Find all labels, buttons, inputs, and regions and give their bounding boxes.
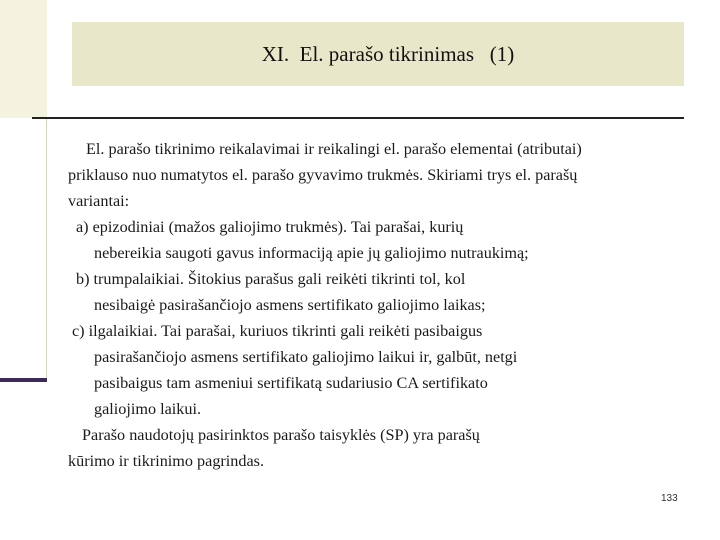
page-number: 133 [661, 493, 678, 504]
title-divider [32, 117, 684, 119]
list-item-c-cont: galiojimo laikui. [94, 400, 202, 418]
left-accent-stripe [0, 378, 47, 382]
left-decor-panel [0, 118, 47, 380]
closing-line: Parašo naudotojų pasirinktos parašo taisyklės (SP) yra parašų [82, 426, 480, 444]
intro-line: variantai: [68, 192, 130, 210]
list-item-c-cont: pasibaigus tam asmeniui sertifikatą sudariusio CA sertifikato [94, 374, 488, 392]
closing-line: kūrimo ir tikrinimo pagrindas. [68, 452, 265, 470]
list-item-c: c) ilgalaikiai. Tai parašai, kuriuos tikrinti gali reikėti pasibaigus [72, 322, 483, 340]
list-item-a-cont: nebereikia saugoti gavus informaciją apie jų galiojimo nutraukimą; [94, 244, 529, 262]
intro-line: El. parašo tikrinimo reikalavimai ir reikalingi el. parašo elementai (atributai) [86, 140, 582, 158]
title-box [72, 22, 684, 86]
intro-line: priklauso nuo numatytos el. parašo gyvavimo trukmės. Skiriami trys el. parašų [68, 166, 578, 184]
list-item-c-cont: pasirašančiojo asmens sertifikato galiojimo laikui ir, galbūt, netgi [94, 348, 518, 366]
list-item-b: b) trumpalaikiai. Šitokius parašus gali reikėti tikrinti tol, kol [76, 270, 466, 288]
slide-title: XI. El. parašo tikrinimas (1) [261, 41, 515, 66]
left-decor-bar [0, 0, 47, 118]
list-item-b-cont: nesibaigė pasirašančiojo asmens sertifikato galiojimo laikas; [94, 296, 486, 314]
slide-body [68, 136, 688, 474]
list-item-a: a) epizodiniai (mažos galiojimo trukmės). Tai parašai, kurių [76, 218, 464, 236]
